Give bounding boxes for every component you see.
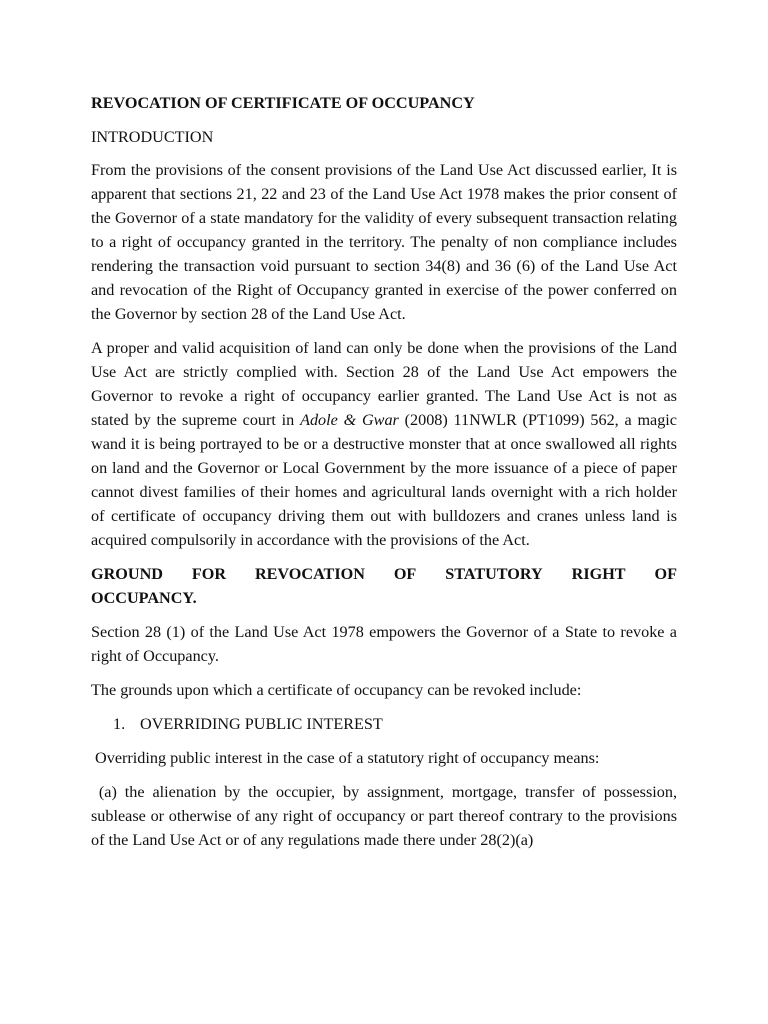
paragraph-grounds-intro: The grounds upon which a certificate of occupancy can be revoked include: bbox=[91, 681, 582, 699]
paragraph-text-part: A proper and valid acquisition of land can only be done when the provisions of the Land Use Act are strictly complied with. Section 28 of the Land Use Act empowers the Governor to revoke a right of occupancy earlier granted. The Land Use Act is not as stated by the supreme court in bbox=[91, 339, 677, 429]
heading-word: OF bbox=[654, 565, 677, 583]
list-item-overriding-public-interest bbox=[113, 712, 677, 736]
list-number: 1. bbox=[113, 715, 126, 733]
heading-word: REVOCATION bbox=[254, 565, 365, 583]
paragraph-section-28: Section 28 (1) of the Land Use Act 1978 empowers the Governor of a State to revoke a right of Occupancy. bbox=[91, 623, 677, 665]
heading-line-2: OCCUPANCY. bbox=[91, 589, 197, 607]
heading-word: GROUND bbox=[91, 565, 163, 583]
heading-word: FOR bbox=[191, 565, 227, 583]
paragraph-valid-acquisition bbox=[91, 336, 677, 552]
heading-word: STATUTORY bbox=[445, 565, 543, 583]
heading-word: RIGHT bbox=[571, 565, 626, 583]
ground-for-revocation-heading bbox=[91, 562, 677, 610]
case-citation: Adole & Gwar bbox=[300, 411, 399, 429]
list-label: OVERRIDING PUBLIC INTEREST bbox=[140, 715, 383, 733]
introduction-heading: INTRODUCTION bbox=[91, 128, 214, 146]
heading-word: OF bbox=[393, 565, 417, 583]
paragraph-alienation: (a) the alienation by the occupier, by assignment, mortgage, transfer of possession, sublease or otherwise of any right of occupancy or part thereof contrary to the provisions of the Land Use Act or of any regulations made there under 28(2)(a) bbox=[91, 783, 682, 849]
document-title: REVOCATION OF CERTIFICATE OF OCCUPANCY bbox=[91, 94, 475, 112]
paragraph-text-part: (2008) 11NWLR (PT1099) 562, a magic wand it is being portrayed to be or a destructive monster that at once swallowed all rights on land and the Governor or Local Government by the more issuance of a piece of paper cannot divest families of their homes and agricultural lands overnight with a rich holder of certificate of occupancy driving them out with bulldozers and cranes unless land is acquired compulsorily in accordance with the provisions of the Act. bbox=[91, 411, 677, 549]
paragraph-public-interest-meaning: Overriding public interest in the case of a statutory right of occupancy means: bbox=[91, 749, 600, 767]
heading-line-1 bbox=[91, 562, 677, 586]
paragraph-consent-provisions: From the provisions of the consent provisions of the Land Use Act discussed earlier, It is apparent that sections 21, 22 and 23 of the Land Use Act 1978 makes the prior consent of the Governor of a state mandatory for the validity of every subsequent transaction relating to a right of occupancy granted in the territory. The penalty of non compliance includes rendering the transaction void pursuant to section 34(8) and 36 (6) of the Land Use Act and revocation of the Right of Occupancy granted in exercise of the power conferred on the Governor by section 28 of the Land Use Act. bbox=[91, 161, 677, 323]
